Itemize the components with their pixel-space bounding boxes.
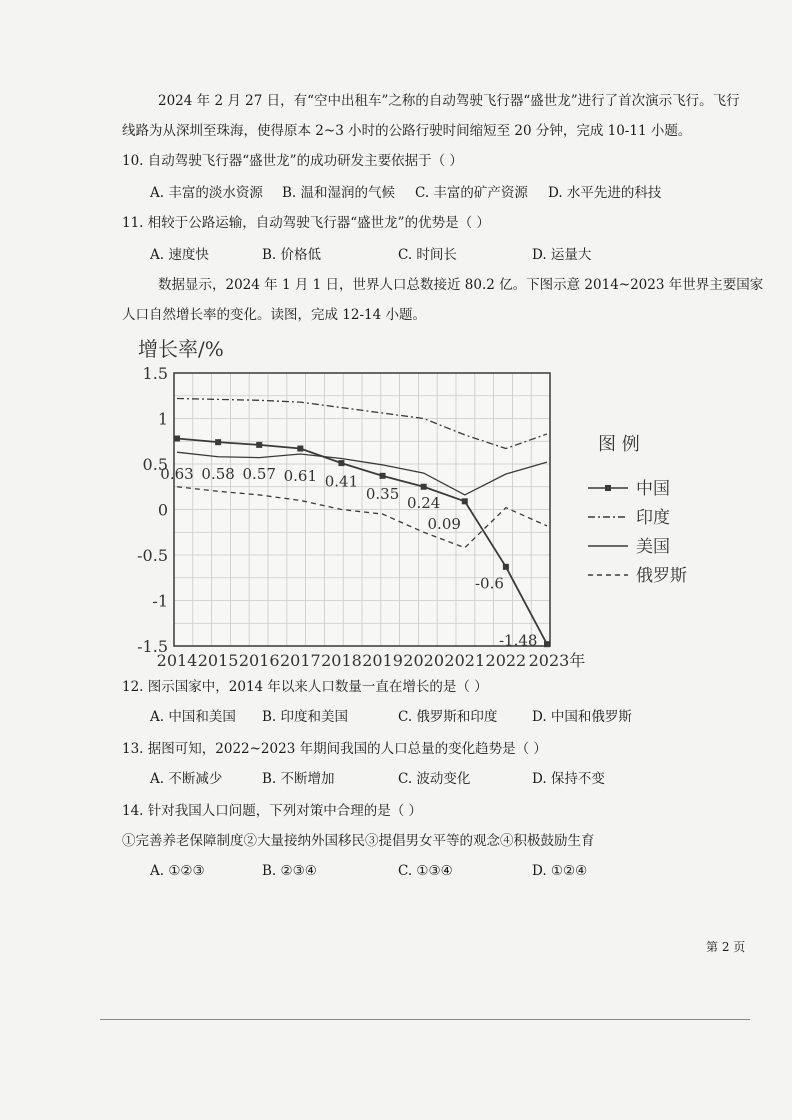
- data-point: [338, 460, 344, 466]
- data-label: 0.61: [283, 466, 318, 485]
- q10-option-d[interactable]: D. 水平先进的科技: [548, 185, 662, 201]
- q12-option-b[interactable]: B. 印度和美国: [262, 709, 349, 725]
- q12-stem: 12. 图示国家中，2014 年以来人口数量一直在增长的是（ ）: [122, 679, 488, 695]
- q10-option-a[interactable]: A. 丰富的淡水资源: [150, 185, 263, 201]
- x-tick-label: 2014: [156, 651, 198, 670]
- population-growth-chart: [130, 330, 690, 675]
- data-label: 0.57: [242, 465, 276, 484]
- y-tick-label: 0: [157, 500, 168, 520]
- x-tick-label: 2017: [279, 651, 321, 670]
- x-tick-label: 2023年: [528, 651, 586, 670]
- data-label: -0.6: [474, 574, 504, 593]
- y-tick-label: 1.5: [142, 364, 168, 383]
- x-tick-label: 2021: [444, 651, 486, 670]
- q12-option-d[interactable]: D. 中国和俄罗斯: [532, 709, 632, 725]
- legend-label: 印度: [636, 508, 670, 528]
- intro1-line2: 线路为从深圳至珠海，使得原本 2~3 小时的公路行驶时间缩短至 20 分钟，完成 10-11 小题。: [122, 123, 692, 139]
- data-point: [503, 564, 509, 570]
- data-label: -1.48: [498, 631, 538, 650]
- q13-stem: 13. 据图可知，2022~2023 年期间我国的人口总量的变化趋势是（ ）: [122, 741, 547, 757]
- legend-marker: [605, 485, 611, 491]
- page-bottom-rule: [100, 1019, 750, 1020]
- y-tick-label: 0.5: [142, 455, 168, 474]
- data-point: [421, 484, 427, 490]
- data-point: [380, 473, 386, 479]
- data-label: 0.09: [427, 515, 461, 534]
- y-tick-label: -1: [152, 591, 168, 611]
- q11-option-a[interactable]: A. 速度快: [150, 247, 209, 263]
- data-point: [256, 442, 262, 448]
- q13-option-a[interactable]: A. 不断减少: [150, 771, 223, 787]
- q14-option-d[interactable]: D. ①②④: [532, 863, 588, 879]
- q10-option-b[interactable]: B. 温和湿润的气候: [282, 185, 396, 201]
- data-label: 0.58: [201, 465, 235, 484]
- data-point: [215, 439, 221, 445]
- x-tick-label: 2019: [362, 651, 403, 670]
- q12-option-c[interactable]: C. 俄罗斯和印度: [398, 709, 498, 725]
- q11-stem: 11. 相较于公路运输，自动驾驶飞行器“盛世龙”的优势是（ ）: [122, 215, 490, 231]
- q10-option-c[interactable]: C. 丰富的矿产资源: [415, 185, 528, 201]
- y-tick-label: -1.5: [137, 637, 168, 656]
- legend-label: 俄罗斯: [636, 566, 687, 586]
- intro2-line1: 数据显示，2024 年 1 月 1 日，世界人口总数接近 80.2 亿。下图示意 2014~2023 年世界主要国家: [158, 277, 764, 293]
- legend-label: 美国: [636, 537, 670, 557]
- q11-option-b[interactable]: B. 价格低: [262, 247, 322, 263]
- x-tick-label: 2016: [238, 651, 280, 670]
- data-label: 0.24: [406, 494, 441, 513]
- q13-option-b[interactable]: B. 不断增加: [262, 771, 335, 787]
- x-tick-label: 2020: [403, 651, 445, 670]
- data-point: [297, 446, 303, 452]
- x-tick-label: 2015: [197, 651, 239, 670]
- q12-option-a[interactable]: A. 中国和美国: [150, 709, 236, 725]
- q14-statements: ①完善养老保障制度②大量接纳外国移民③提倡男女平等的观念④积极鼓励生育: [122, 833, 595, 849]
- data-label: 0.41: [324, 472, 359, 491]
- q14-option-c[interactable]: C. ①③④: [398, 863, 453, 879]
- data-label: 0.63: [160, 465, 194, 484]
- legend-label: 中国: [636, 479, 670, 499]
- q13-option-c[interactable]: C. 波动变化: [398, 771, 471, 787]
- q11-option-c[interactable]: C. 时间长: [398, 247, 457, 263]
- data-point: [174, 436, 180, 442]
- y-tick-label: 1: [157, 409, 168, 429]
- q10-stem: 10. 自动驾驶飞行器“盛世龙”的成功研发主要依据于（ ）: [122, 153, 463, 169]
- page-number: 第 2 页: [706, 940, 746, 954]
- x-tick-label: 2022: [485, 651, 527, 670]
- intro2-line2: 人口自然增长率的变化。读图，完成 12-14 小题。: [122, 307, 426, 323]
- legend-title: 图 例: [598, 434, 640, 455]
- data-point: [544, 641, 550, 647]
- q13-option-d[interactable]: D. 保持不变: [532, 771, 605, 787]
- x-tick-label: 2018: [321, 651, 362, 670]
- y-tick-label: -0.5: [137, 546, 168, 565]
- q14-option-a[interactable]: A. ①②③: [150, 863, 205, 879]
- data-label: 0.35: [365, 485, 400, 504]
- q14-stem: 14. 针对我国人口问题，下列对策中合理的是（ ）: [122, 803, 423, 819]
- intro1-line1: 2024 年 2 月 27 日，有“空中出租车”之称的自动驾驶飞行器“盛世龙”进行了首次演示飞行。飞行: [158, 93, 740, 109]
- q14-option-b[interactable]: B. ②③④: [262, 863, 317, 879]
- data-point: [462, 498, 468, 504]
- y-axis-label: 增长率/%: [138, 337, 224, 361]
- q11-option-d[interactable]: D. 运量大: [532, 247, 592, 263]
